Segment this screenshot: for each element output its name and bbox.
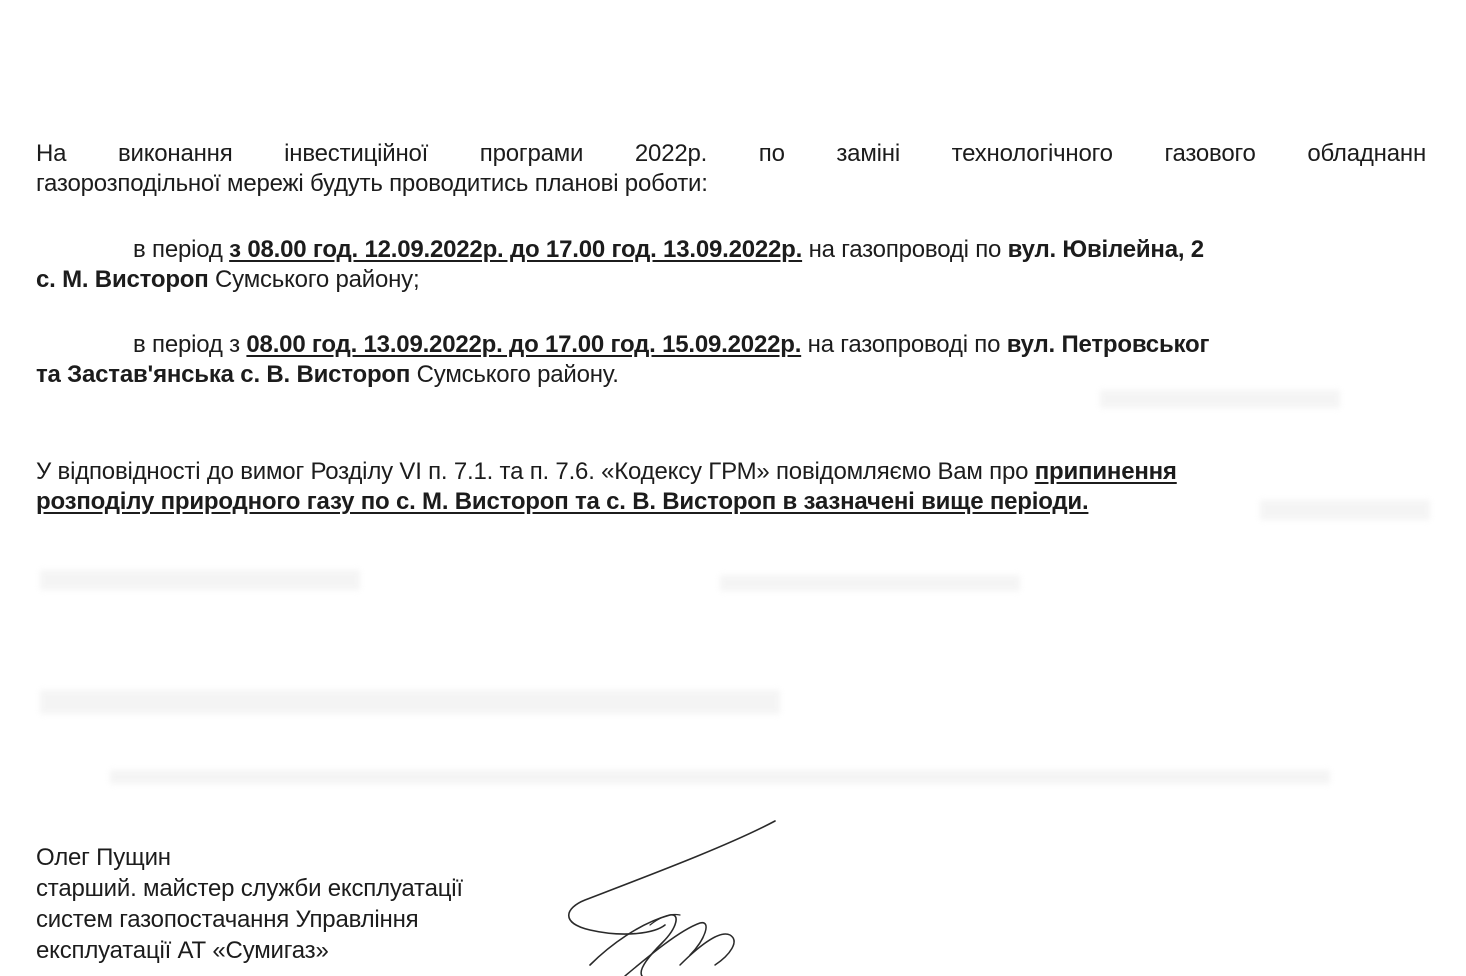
period-1-middle: на газопроводі по: [802, 236, 1008, 263]
period-1-village: с. М. Вистороп: [36, 266, 209, 293]
period-1-line-2: [36, 265, 1426, 295]
period-2-line-2: [36, 360, 1426, 390]
notice-paragraph: [36, 457, 1426, 517]
period-2-middle: на газопроводі по: [801, 331, 1007, 358]
scan-ghost: [40, 570, 360, 590]
intro-paragraph: [36, 139, 1426, 199]
notice-line-2: [36, 487, 1426, 517]
scan-ghost: [720, 575, 1020, 591]
period-2-date-range: 08.00 год. 13.09.2022р. до 17.00 год. 15.09.2022р.: [246, 331, 802, 358]
notice-line-1: [36, 457, 1426, 487]
notice-underlined-text: розподілу природного газу по с. М. Вистороп та с. В. Вистороп в зазначені вище періоди.: [36, 488, 1089, 515]
handwritten-signature: [530, 805, 810, 976]
period-1-street: вул. Ювілейна, 2: [1007, 236, 1204, 263]
signatory-block: [36, 842, 463, 966]
period-1-line-1: [36, 235, 1426, 265]
signatory-name: Олег Пущин: [36, 844, 171, 871]
notice-tail: припинення: [1034, 458, 1177, 485]
period-2-suffix: Сумського району.: [410, 361, 619, 388]
scan-ghost: [40, 690, 780, 714]
scan-ghost: [1100, 390, 1340, 408]
signatory-title-line-3: експлуатації АТ «Сумигаз»: [36, 937, 329, 964]
period-1-date-range: з 08.00 год. 12.09.2022р. до 17.00 год. 13.09.2022р.: [229, 236, 803, 263]
period-2-paragraph: [36, 330, 1426, 390]
period-1-paragraph: [36, 235, 1426, 295]
notice-text: У відповідності до вимог Розділу VI п. 7.1. та п. 7.6. «Кодексу ГРМ» повідомляємо Вам про: [36, 458, 1035, 485]
signatory-title-line-2: систем газопостачання Управління: [36, 906, 419, 933]
period-2-line-1: [36, 330, 1426, 360]
signatory-title-line-1: старший. майстер служби експлуатації: [36, 875, 463, 902]
period-1-prefix: в період: [133, 236, 230, 263]
period-1-suffix: Сумського району;: [208, 266, 420, 293]
intro-line-2: газорозподільної мережі будуть проводитись планові роботи:: [36, 170, 708, 197]
period-2-street: вул. Петровськог: [1006, 331, 1210, 358]
scan-ghost: [110, 770, 1330, 784]
period-2-prefix: в період з: [133, 331, 247, 358]
intro-line-1: На виконання інвестиційної програми 2022р. по заміні технологічного газового обладнанн: [36, 140, 1426, 167]
period-2-village: та Застав'янська с. В. Вистороп: [36, 361, 411, 388]
